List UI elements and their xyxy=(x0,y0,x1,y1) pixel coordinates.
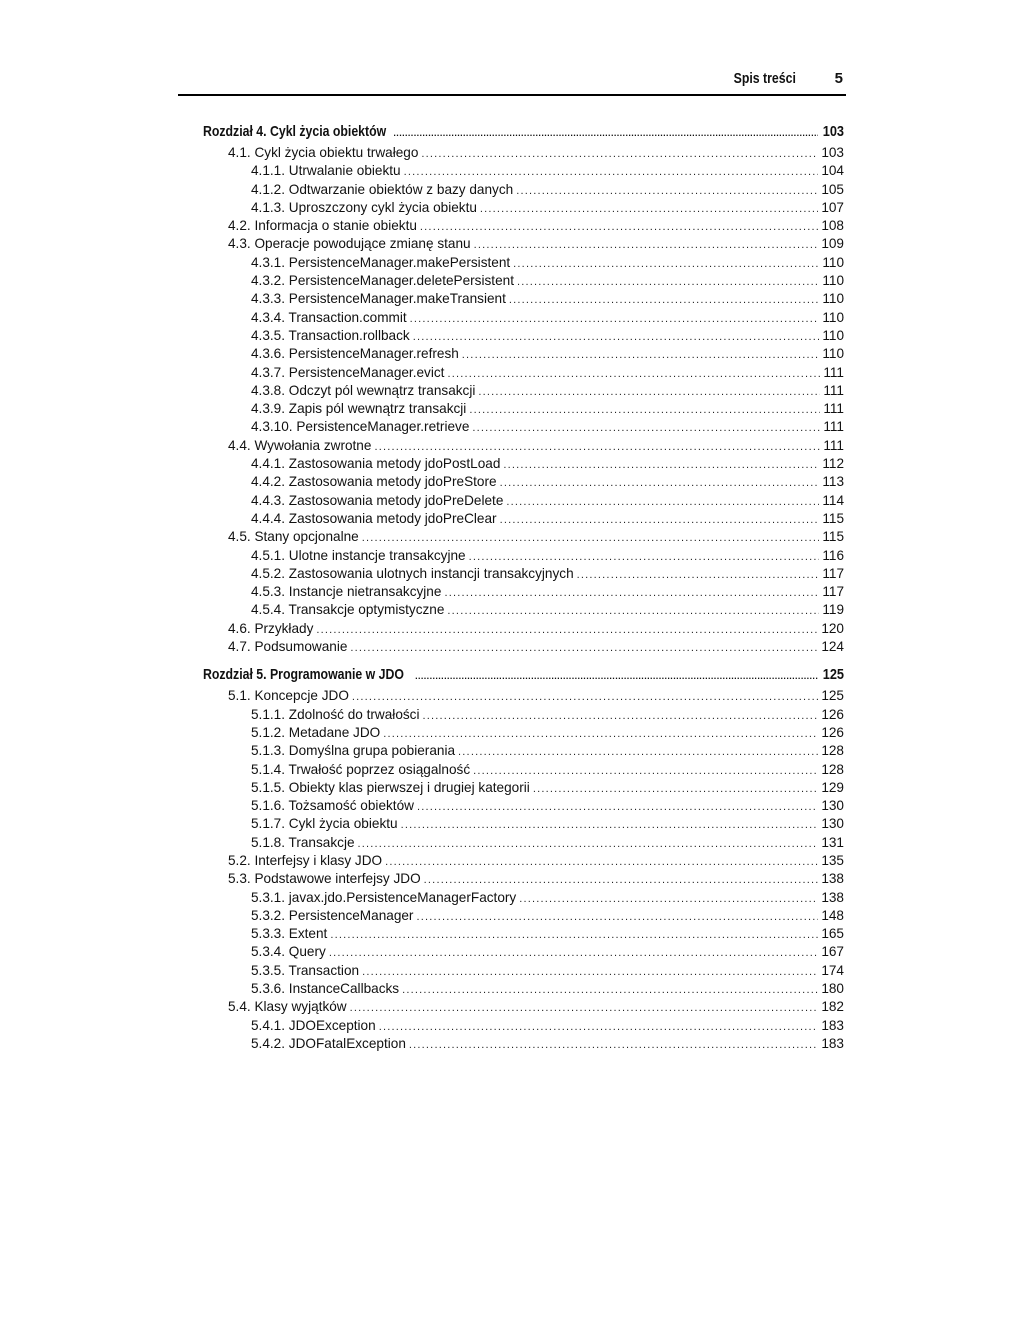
toc-section-entry xyxy=(203,437,844,455)
entry-label: 4.1.3. Uproszczony cykl życia obiektu xyxy=(251,199,477,215)
chapter-page-number: 103 xyxy=(822,123,844,140)
entry-label: 5.4. Klasy wyjątków xyxy=(228,999,347,1015)
dot-leader xyxy=(402,981,818,999)
entry-label: 4.4.3. Zastosowania metody jdoPreDelete xyxy=(251,492,504,508)
toc-subsection-entry xyxy=(203,907,844,925)
toc-subsection-entry xyxy=(203,943,844,961)
entry-label: 5.3.2. PersistenceManager xyxy=(251,907,414,923)
entry-page-number: 148 xyxy=(821,907,844,923)
toc-subsection-entry xyxy=(203,290,844,308)
toc-subsection-entry xyxy=(203,272,844,290)
toc-subsection-entry xyxy=(203,473,844,491)
entry-label: 4.5.1. Ulotne instancje transakcyjne xyxy=(251,547,466,563)
dot-leader xyxy=(385,853,818,871)
dot-leader xyxy=(383,725,818,743)
entry-label: 4.2. Informacja o stanie obiektu xyxy=(228,218,417,234)
entry-label: 4.3.4. Transaction.commit xyxy=(251,309,407,325)
dot-leader xyxy=(509,291,819,309)
entry-page-number: 105 xyxy=(821,181,844,197)
toc-subsection-entry xyxy=(203,418,844,436)
dot-leader xyxy=(421,145,818,163)
entry-label: 5.3.6. InstanceCallbacks xyxy=(251,981,400,997)
entry-label: 4.1.2. Odtwarzanie obiektów z bazy danych xyxy=(251,181,514,197)
entry-page-number: 115 xyxy=(822,529,844,545)
entry-label: 5.1.3. Domyślna grupa pobierania xyxy=(251,743,456,759)
toc-subsection-entry xyxy=(203,706,844,724)
entry-page-number: 117 xyxy=(822,584,844,600)
dot-leader xyxy=(478,383,820,401)
entry-page-number: 115 xyxy=(822,510,844,526)
dot-leader xyxy=(513,255,819,273)
entry-page-number: 117 xyxy=(822,565,844,581)
toc-subsection-entry xyxy=(203,382,844,400)
entry-label: 4.3.10. PersistenceManager.retrieve xyxy=(251,419,470,435)
entry-page-number: 126 xyxy=(821,706,844,722)
dot-leader xyxy=(516,182,818,200)
dot-leader xyxy=(469,401,820,419)
dot-leader xyxy=(415,666,818,686)
entry-page-number: 108 xyxy=(821,218,844,234)
chapter-page-number: 125 xyxy=(822,666,844,684)
entry-page-number: 111 xyxy=(823,437,844,453)
entry-page-number: 130 xyxy=(821,816,844,832)
entry-page-number: 110 xyxy=(822,291,844,307)
entry-page-number: 111 xyxy=(823,364,844,380)
entry-label: 4.3.2. PersistenceManager.deletePersistent xyxy=(251,273,514,289)
dot-leader xyxy=(503,456,819,474)
page-number: 5 xyxy=(834,70,843,87)
entry-label: 4.4.1. Zastosowania metody jdoPostLoad xyxy=(251,456,501,472)
toc-subsection-entry xyxy=(203,162,844,180)
entry-label: 5.1.1. Zdolność do trwałości xyxy=(251,706,420,722)
entry-label: 4.4.2. Zastosowania metody jdoPreStore xyxy=(251,474,497,490)
dot-leader xyxy=(362,529,820,547)
entry-page-number: 138 xyxy=(821,889,844,905)
dot-leader xyxy=(379,1018,819,1036)
toc-subsection-entry xyxy=(203,925,844,943)
toc-subsection-entry xyxy=(203,345,844,363)
entry-label: 4.3.5. Transaction.rollback xyxy=(251,327,410,343)
entry-label: 4.3.9. Zapis pól wewnątrz transakcji xyxy=(251,401,467,417)
toc-section-entry xyxy=(203,217,844,235)
entry-label: 4.5.2. Zastosowania ulotnych instancji transakcyjnych xyxy=(251,565,574,581)
toc-subsection-entry xyxy=(203,492,844,510)
dot-leader xyxy=(447,602,819,620)
dot-leader xyxy=(462,346,820,364)
entry-page-number: 110 xyxy=(822,273,844,289)
dot-leader xyxy=(409,1036,818,1054)
entry-label: 5.1.4. Trwałość poprzez osiągalność xyxy=(251,761,471,777)
chapter-heading xyxy=(203,122,844,144)
entry-label: 5.3. Podstawowe interfejsy JDO xyxy=(228,871,421,887)
entry-page-number: 110 xyxy=(822,254,844,270)
toc-section-entry xyxy=(203,998,844,1016)
dot-leader xyxy=(480,200,818,218)
dot-leader xyxy=(358,835,819,853)
entry-label: 5.2. Interfejsy i klasy JDO xyxy=(228,852,383,868)
toc-section-entry xyxy=(203,687,844,705)
entry-label: 4.5.3. Instancje nietransakcyjne xyxy=(251,584,442,600)
entry-page-number: 128 xyxy=(821,761,844,777)
dot-leader xyxy=(420,218,818,236)
entry-page-number: 129 xyxy=(821,779,844,795)
entry-page-number: 103 xyxy=(821,145,844,160)
entry-page-number: 119 xyxy=(822,602,844,618)
entry-label: 4.5. Stany opcjonalne xyxy=(228,529,359,545)
entry-page-number: 112 xyxy=(822,456,844,472)
entry-label: 4.7. Podsumowanie xyxy=(228,639,348,655)
dot-leader xyxy=(316,621,818,639)
dot-leader xyxy=(519,890,818,908)
entry-label: 4.3.1. PersistenceManager.makePersistent xyxy=(251,254,511,270)
entry-page-number: 114 xyxy=(822,492,844,508)
entry-page-number: 174 xyxy=(821,962,844,978)
entry-label: 4.6. Przykłady xyxy=(228,620,314,636)
toc-subsection-entry xyxy=(203,834,844,852)
dot-leader xyxy=(500,511,820,529)
entry-page-number: 138 xyxy=(821,871,844,887)
dot-leader xyxy=(329,944,819,962)
dot-leader xyxy=(517,273,819,291)
dot-leader xyxy=(424,871,819,889)
running-header xyxy=(178,64,846,96)
entry-page-number: 111 xyxy=(823,419,844,435)
toc-subsection-entry xyxy=(203,601,844,619)
entry-label: 5.3.3. Extent xyxy=(251,926,328,942)
toc-subsection-entry xyxy=(203,547,844,565)
entry-page-number: 130 xyxy=(821,798,844,814)
entry-page-number: 124 xyxy=(821,639,844,655)
dot-leader xyxy=(404,163,819,181)
entry-page-number: 183 xyxy=(821,1035,844,1051)
dot-leader xyxy=(350,999,819,1017)
dot-leader xyxy=(472,419,820,437)
entry-page-number: 183 xyxy=(821,1017,844,1033)
toc-subsection-entry xyxy=(203,815,844,833)
entry-label: 4.4. Wywołania zwrotne xyxy=(228,437,372,453)
toc-subsection-entry xyxy=(203,1017,844,1035)
entry-page-number: 182 xyxy=(821,999,844,1015)
dot-leader xyxy=(506,493,819,511)
toc-subsection-entry xyxy=(203,889,844,907)
toc-subsection-entry xyxy=(203,1035,844,1053)
entry-page-number: 111 xyxy=(823,401,844,417)
entry-label: 5.1.6. Tożsamość obiektów xyxy=(251,798,414,814)
entry-label: 4.3. Operacje powodujące zmianę stanu xyxy=(228,236,471,252)
entry-page-number: 165 xyxy=(821,926,844,942)
entry-page-number: 110 xyxy=(822,346,844,362)
entry-label: 5.4.2. JDOFatalException xyxy=(251,1035,406,1051)
entry-label: 5.1.7. Cykl życia obiektu xyxy=(251,816,398,832)
entry-page-number: 110 xyxy=(822,327,844,343)
toc-subsection-entry xyxy=(203,510,844,528)
chapter-heading xyxy=(203,665,844,687)
toc-section-entry xyxy=(203,235,844,253)
chapter-title: Rozdział 4. Cykl życia obiektów xyxy=(203,123,387,140)
dot-leader xyxy=(533,780,819,798)
entry-page-number: 107 xyxy=(821,199,844,215)
toc-subsection-entry xyxy=(203,980,844,998)
entry-label: 4.1.1. Utrwalanie obiektu xyxy=(251,163,401,179)
entry-label: 5.1.2. Metadane JDO xyxy=(251,724,381,740)
running-header-title: Spis treści xyxy=(733,70,796,87)
entry-page-number: 109 xyxy=(821,236,844,252)
toc-subsection-entry xyxy=(203,327,844,345)
entry-label: 5.3.4. Query xyxy=(251,944,326,960)
table-of-contents xyxy=(203,122,844,1053)
entry-label: 4.4.4. Zastosowania metody jdoPreClear xyxy=(251,510,497,526)
entry-page-number: 113 xyxy=(822,474,844,490)
entry-page-number: 167 xyxy=(821,944,844,960)
toc-subsection-entry xyxy=(203,455,844,473)
dot-leader xyxy=(474,236,819,254)
entry-label: 4.3.8. Odczyt pól wewnątrz transakcji xyxy=(251,382,476,398)
toc-subsection-entry xyxy=(203,797,844,815)
entry-label: 5.1. Koncepcje JDO xyxy=(228,688,349,704)
dot-leader xyxy=(423,707,819,725)
entry-label: 4.3.7. PersistenceManager.evict xyxy=(251,364,445,380)
dot-leader xyxy=(410,310,820,328)
toc-section-entry xyxy=(203,144,844,162)
dot-leader xyxy=(362,963,818,981)
entry-label: 4.3.3. PersistenceManager.makeTransient xyxy=(251,291,506,307)
entry-page-number: 180 xyxy=(821,981,844,997)
toc-subsection-entry xyxy=(203,761,844,779)
dot-leader xyxy=(350,639,818,657)
toc-subsection-entry xyxy=(203,724,844,742)
toc-subsection-entry xyxy=(203,565,844,583)
dot-leader xyxy=(330,926,818,944)
dot-leader xyxy=(413,328,820,346)
toc-section-entry xyxy=(203,620,844,638)
toc-section-entry xyxy=(203,638,844,656)
entry-label: 4.1. Cykl życia obiektu trwałego xyxy=(228,145,419,160)
toc-section-entry xyxy=(203,528,844,546)
dot-leader xyxy=(447,365,820,383)
entry-page-number: 120 xyxy=(821,620,844,636)
entry-page-number: 135 xyxy=(821,852,844,868)
entry-label: 5.3.1. javax.jdo.PersistenceManagerFactory xyxy=(251,889,517,905)
toc-subsection-entry xyxy=(203,309,844,327)
toc-subsection-entry xyxy=(203,779,844,797)
toc-subsection-entry xyxy=(203,199,844,217)
entry-label: 5.4.1. JDOException xyxy=(251,1017,376,1033)
entry-label: 4.3.6. PersistenceManager.refresh xyxy=(251,346,459,362)
dot-leader xyxy=(469,548,820,566)
dot-leader xyxy=(352,688,818,706)
dot-leader xyxy=(577,566,820,584)
entry-label: 5.1.5. Obiekty klas pierwszej i drugiej kategorii xyxy=(251,779,530,795)
toc-subsection-entry xyxy=(203,742,844,760)
dot-leader xyxy=(458,743,818,761)
toc-section-entry xyxy=(203,870,844,888)
toc-subsection-entry xyxy=(203,254,844,272)
toc-subsection-entry xyxy=(203,181,844,199)
entry-page-number: 128 xyxy=(821,743,844,759)
entry-page-number: 110 xyxy=(822,309,844,325)
toc-subsection-entry xyxy=(203,364,844,382)
entry-page-number: 125 xyxy=(821,688,844,704)
dot-leader xyxy=(444,584,819,602)
entry-label: 4.5.4. Transakcje optymistyczne xyxy=(251,602,445,618)
dot-leader xyxy=(393,123,818,143)
toc-subsection-entry xyxy=(203,400,844,418)
entry-label: 5.1.8. Transakcje xyxy=(251,834,355,850)
chapter-title: Rozdział 5. Programowanie w JDO xyxy=(203,666,404,684)
dot-leader xyxy=(473,762,818,780)
dot-leader xyxy=(500,474,820,492)
dot-leader xyxy=(416,908,818,926)
entry-page-number: 126 xyxy=(821,724,844,740)
dot-leader xyxy=(417,798,818,816)
entry-page-number: 116 xyxy=(822,547,844,563)
toc-subsection-entry xyxy=(203,583,844,601)
dot-leader xyxy=(374,438,820,456)
entry-label: 5.3.5. Transaction xyxy=(251,962,360,978)
toc-section-entry xyxy=(203,852,844,870)
entry-page-number: 111 xyxy=(823,382,844,398)
entry-page-number: 131 xyxy=(821,834,844,850)
dot-leader xyxy=(401,816,819,834)
entry-page-number: 104 xyxy=(821,163,844,179)
toc-subsection-entry xyxy=(203,962,844,980)
